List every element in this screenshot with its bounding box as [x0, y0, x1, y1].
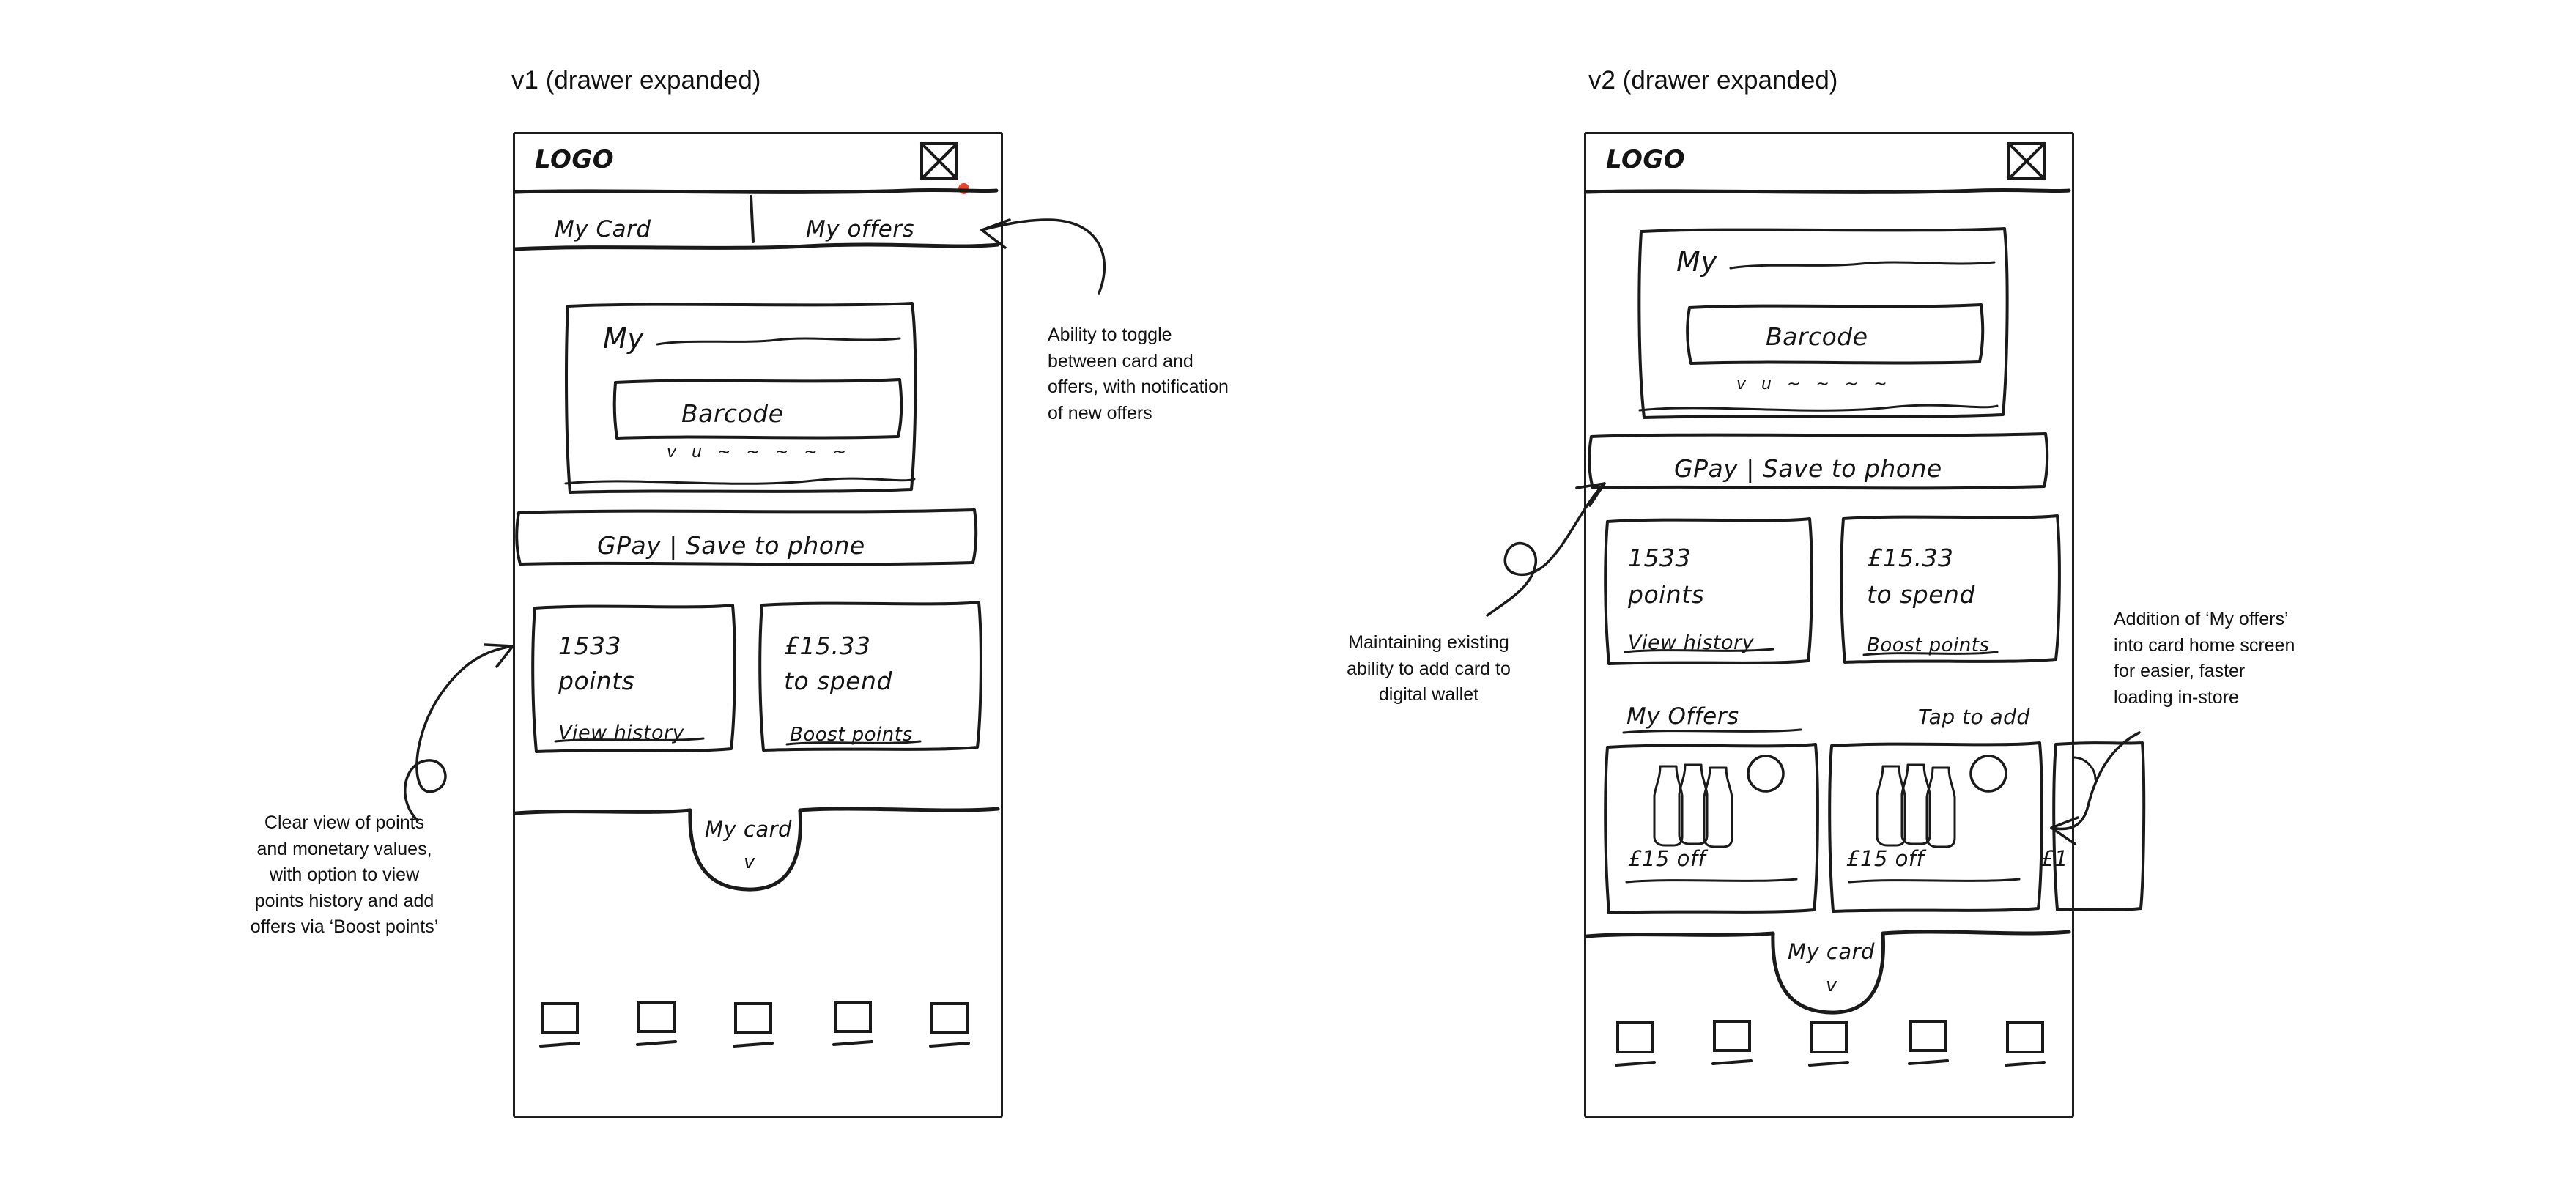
view-history-underline-v1 [555, 738, 703, 741]
offer-card-3-label[interactable]: £1 [2040, 846, 2068, 871]
annotation-toggle-line-1: Ability to toggle [1048, 325, 1172, 345]
drawer-top-line-right-v1 [800, 809, 998, 810]
offer-card-1-outline [1605, 744, 1818, 913]
bottom-nav-v1 [541, 1002, 969, 1046]
spend-value-v2: £15.33 [1867, 544, 1954, 572]
variant-title-v2: v2 (drawer expanded) [1588, 66, 1838, 95]
offer-card-3-outline [2054, 743, 2144, 910]
header-divider-v1 [515, 190, 996, 192]
wallet-button-v2[interactable]: GPay | Save to phone [1674, 454, 1942, 483]
drawer-top-line-left-v1 [516, 810, 690, 813]
barcode-box-v1 [615, 379, 901, 438]
boost-points-link-v1[interactable]: Boost points [790, 724, 913, 746]
card-bottom-squiggle-v1 [566, 478, 914, 484]
annotation-wallet-line-3: digital wallet [1378, 684, 1479, 705]
drawer-chevron-v2[interactable]: v [1826, 974, 1837, 996]
annotation-toggle-line-3: offers, with notification [1048, 377, 1229, 397]
offers-heading-v2: My Offers [1626, 703, 1739, 730]
points-tile-outline-v1 [533, 605, 735, 752]
logo-v1: LOGO [535, 145, 615, 174]
barcode-digits-v1: v u ~ ~ ~ ~ ~ [667, 443, 852, 462]
card-title-scribble-line-v1 [657, 338, 900, 344]
drawer-top-line-right-v2 [1883, 932, 2069, 933]
card-title-scribble-v2: My [1676, 245, 1718, 278]
annotation-arrow-toggle [982, 220, 1104, 293]
offer-bottle-icon-1 [1654, 756, 1783, 847]
wallet-button-v1[interactable]: GPay | Save to phone [597, 531, 865, 560]
points-value-v1: 1533 [558, 631, 621, 660]
barcode-label-v2: Barcode [1766, 322, 1868, 351]
annotation-offers-line-3: for easier, faster [2114, 661, 2246, 681]
view-history-underline-v2 [1625, 649, 1773, 652]
points-tile-outline-v2 [1605, 519, 1812, 664]
drawer-handle-arc-v1 [690, 810, 801, 889]
annotation-points-line-1: Clear view of points [264, 812, 425, 833]
annotation-toggle-line-2: between card and [1048, 350, 1193, 371]
annotation-points-line-4: points history and add [254, 890, 434, 911]
card-title-scribble-line-v2 [1731, 262, 1994, 268]
wallet-button-outline-v2 [1589, 434, 2047, 488]
variant-title-v1: v1 (drawer expanded) [511, 66, 761, 95]
spend-tile-outline-v2 [1841, 516, 2059, 662]
tab-separator-v1 [751, 196, 753, 242]
offer-card-2-label[interactable]: £15 off [1846, 846, 1925, 871]
view-history-link-v1[interactable]: View history [558, 722, 685, 744]
tabs-underline-v1 [515, 245, 998, 249]
drawer-label-v1[interactable]: My card [705, 817, 792, 842]
drawer-handle-arc-v2 [1773, 933, 1884, 1012]
annotation-points-line-5: offers via ‘Boost points’ [250, 916, 439, 937]
boost-points-underline-v1 [787, 741, 920, 744]
annotation-toggle-line-4: of new offers [1048, 402, 1152, 423]
header-divider-v2 [1587, 190, 2069, 192]
boost-points-underline-v2 [1864, 652, 1997, 655]
card-bottom-squiggle-v2 [1640, 405, 1997, 410]
offers-heading-underline [1624, 730, 1801, 733]
annotation-offers-line-4: loading in-store [2114, 686, 2239, 708]
annotation-offers-line-2: into card home screen [2114, 634, 2295, 656]
annotation-offers-line-1: Addition of ‘My offers’ [2114, 609, 2289, 629]
annotation-points-line-3: with option to view [269, 864, 420, 885]
barcode-label-v1: Barcode [681, 399, 784, 428]
annotation-wallet-line-1: Maintaining existing [1348, 632, 1509, 653]
spend-unit-v2: to spend [1867, 580, 1975, 609]
spend-tile-outline-v1 [760, 602, 981, 750]
barcode-box-v2 [1687, 305, 1983, 363]
spend-value-v1: £15.33 [784, 631, 871, 660]
spend-unit-v1: to spend [784, 667, 892, 695]
card-outline-v1 [566, 303, 915, 492]
view-history-link-v2[interactable]: View history [1628, 631, 1755, 654]
drawer-chevron-v1[interactable]: v [744, 851, 755, 873]
bottom-nav-v2 [1616, 1021, 2044, 1065]
tab-my-card-v1[interactable]: My Card [555, 216, 651, 242]
wallet-button-outline-v1 [517, 510, 976, 564]
annotation-arrow-points [405, 646, 513, 820]
drawer-top-line-left-v2 [1587, 933, 1773, 936]
tap-to-add-label-v2[interactable]: Tap to add [1918, 705, 2030, 729]
card-outline-v2 [1639, 229, 2007, 418]
barcode-digits-v2: v u ~ ~ ~ ~ [1736, 375, 1892, 393]
points-unit-v2: points [1628, 580, 1705, 609]
offer-bottle-icon-2 [1877, 756, 2006, 847]
offer-2-underline [1849, 879, 2019, 882]
points-value-v2: 1533 [1628, 544, 1691, 572]
logo-v2: LOGO [1606, 145, 1686, 174]
drawer-label-v2[interactable]: My card [1788, 939, 1875, 964]
annotation-points-line-2: and monetary values, [256, 838, 432, 859]
card-title-scribble-v1: My [603, 322, 645, 355]
offer-1-underline [1626, 879, 1796, 882]
annotation-wallet-line-2: ability to add card to [1347, 658, 1511, 679]
boost-points-link-v2[interactable]: Boost points [1867, 634, 1990, 656]
offer-card-1-label[interactable]: £15 off [1628, 846, 1706, 871]
annotation-arrow-offers [2051, 733, 2139, 829]
annotation-arrow-wallet [1487, 484, 1605, 615]
tab-my-offers-v1[interactable]: My offers [806, 216, 915, 242]
points-unit-v1: points [558, 667, 635, 695]
offer-card-3-partial-circle [2073, 757, 2095, 779]
